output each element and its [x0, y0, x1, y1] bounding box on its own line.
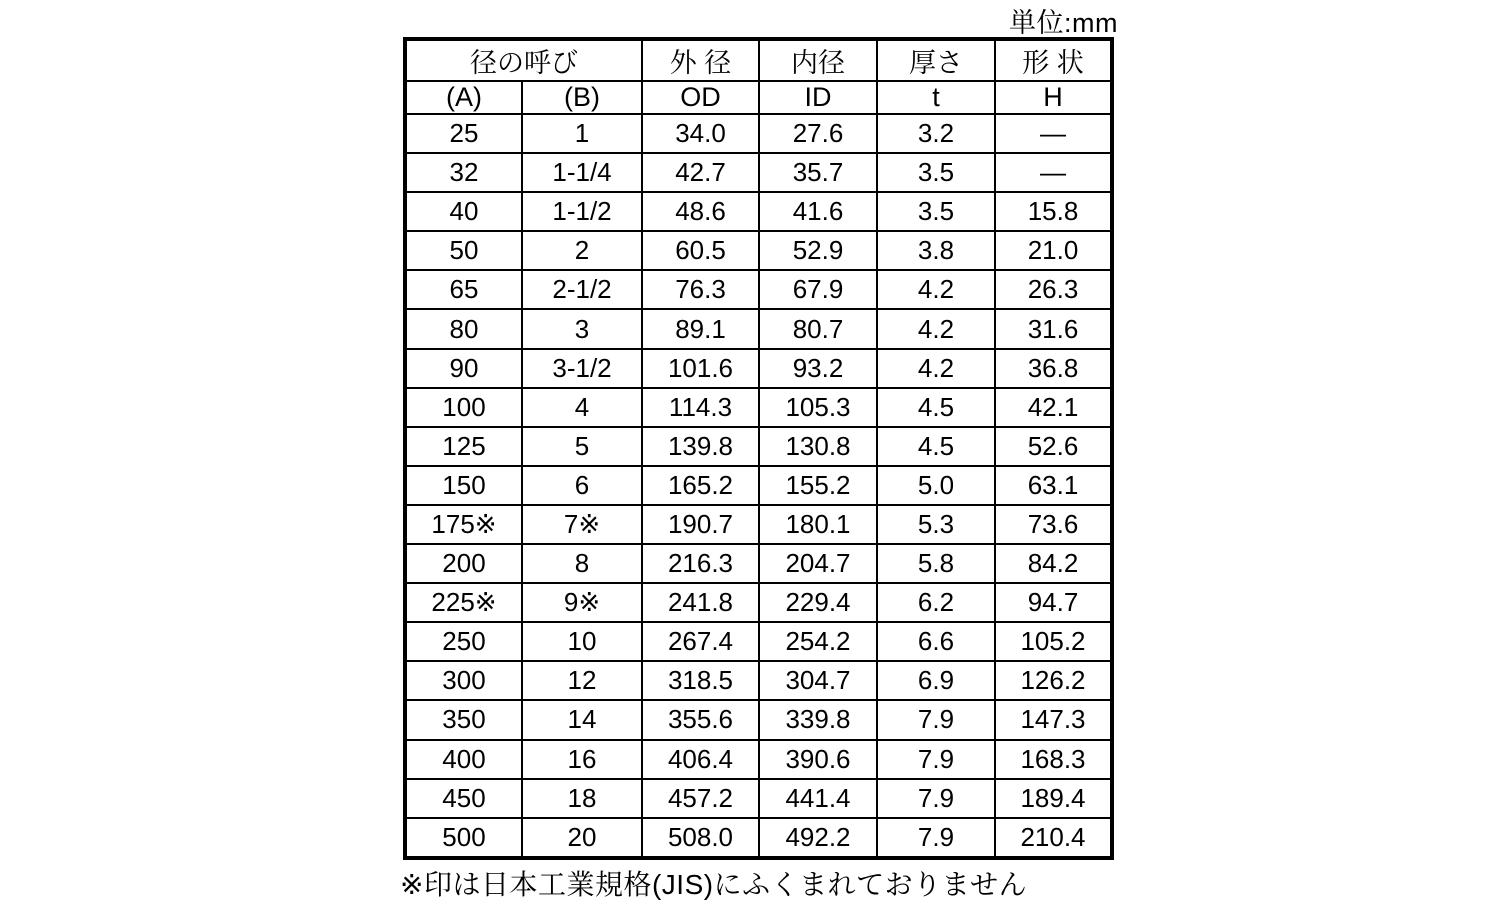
- table-cell: 7.9: [877, 700, 995, 739]
- table-cell: 3.8: [877, 231, 995, 270]
- table-cell: 508.0: [642, 818, 759, 858]
- table-cell: 450: [405, 779, 522, 818]
- table-cell: 216.3: [642, 544, 759, 583]
- table-cell: 304.7: [759, 661, 877, 700]
- table-cell: 355.6: [642, 700, 759, 739]
- table-cell: 150: [405, 466, 522, 505]
- table-cell: 3-1/2: [522, 349, 642, 388]
- table-cell: 2: [522, 231, 642, 270]
- table-cell: 7※: [522, 505, 642, 544]
- table-cell: 48.6: [642, 192, 759, 231]
- table-cell: 168.3: [995, 740, 1112, 779]
- table-cell: 147.3: [995, 700, 1112, 739]
- table-row: [405, 427, 1112, 466]
- table-row: [405, 622, 1112, 661]
- table-cell: 4.2: [877, 349, 995, 388]
- table-cell: 175※: [405, 505, 522, 544]
- table-cell: 36.8: [995, 349, 1112, 388]
- table-cell: 339.8: [759, 700, 877, 739]
- table-cell: 35.7: [759, 153, 877, 192]
- table-cell: 9※: [522, 583, 642, 622]
- table-cell: 42.7: [642, 153, 759, 192]
- table-row: [405, 153, 1112, 192]
- header-a: (A): [405, 81, 522, 114]
- table-cell: 89.1: [642, 309, 759, 348]
- table-cell: 105.2: [995, 622, 1112, 661]
- table-cell: 126.2: [995, 661, 1112, 700]
- table-cell: 50: [405, 231, 522, 270]
- table-cell: 18: [522, 779, 642, 818]
- table-cell: 6.9: [877, 661, 995, 700]
- table-cell: 225※: [405, 583, 522, 622]
- table-cell: 390.6: [759, 740, 877, 779]
- table-cell: 189.4: [995, 779, 1112, 818]
- table-cell: 5.8: [877, 544, 995, 583]
- table-row: [405, 583, 1112, 622]
- table-cell: 52.9: [759, 231, 877, 270]
- table-cell: 1-1/4: [522, 153, 642, 192]
- table-cell: 250: [405, 622, 522, 661]
- table-cell: 5: [522, 427, 642, 466]
- table-row: [405, 349, 1112, 388]
- table-cell: 180.1: [759, 505, 877, 544]
- table-cell: 3.5: [877, 153, 995, 192]
- table-row: [405, 505, 1112, 544]
- table-cell: 5.0: [877, 466, 995, 505]
- table-cell: 32: [405, 153, 522, 192]
- table-cell: 3: [522, 309, 642, 348]
- header-shape: 形 状: [995, 39, 1112, 81]
- table-cell: 3.2: [877, 114, 995, 153]
- table-cell: 27.6: [759, 114, 877, 153]
- table-cell: 100: [405, 388, 522, 427]
- table-row: [405, 388, 1112, 427]
- table-cell: 16: [522, 740, 642, 779]
- header-row-2: [405, 81, 1112, 114]
- table-cell: 406.4: [642, 740, 759, 779]
- table-cell: 4.5: [877, 388, 995, 427]
- table-cell: 40: [405, 192, 522, 231]
- table-cell: 76.3: [642, 270, 759, 309]
- header-row-1: [405, 39, 1112, 81]
- table-cell: 457.2: [642, 779, 759, 818]
- table-cell: 6: [522, 466, 642, 505]
- table-cell: 190.7: [642, 505, 759, 544]
- table-cell: 14: [522, 700, 642, 739]
- table-cell: 125: [405, 427, 522, 466]
- table-cell: 229.4: [759, 583, 877, 622]
- table-row: [405, 466, 1112, 505]
- table-cell: 350: [405, 700, 522, 739]
- table-cell: 7.9: [877, 740, 995, 779]
- table-cell: 210.4: [995, 818, 1112, 858]
- table-row: [405, 270, 1112, 309]
- table-cell: —: [995, 153, 1112, 192]
- table-cell: 10: [522, 622, 642, 661]
- table-cell: 60.5: [642, 231, 759, 270]
- footnote: ※印は日本工業規格(JIS)にふくまれておりません: [400, 869, 1028, 900]
- table-cell: 15.8: [995, 192, 1112, 231]
- table-row: [405, 700, 1112, 739]
- table-cell: 139.8: [642, 427, 759, 466]
- table-header: [405, 39, 1112, 114]
- table-cell: 8: [522, 544, 642, 583]
- table-cell: 500: [405, 818, 522, 858]
- table-cell: 12: [522, 661, 642, 700]
- table-row: [405, 192, 1112, 231]
- table-cell: 241.8: [642, 583, 759, 622]
- table-cell: 492.2: [759, 818, 877, 858]
- unit-label: 単位:mm: [1009, 8, 1118, 38]
- table-cell: 1-1/2: [522, 192, 642, 231]
- table-cell: 90: [405, 349, 522, 388]
- table-row: [405, 661, 1112, 700]
- table-cell: 5.3: [877, 505, 995, 544]
- table-row: [405, 740, 1112, 779]
- table-cell: 204.7: [759, 544, 877, 583]
- table-cell: 67.9: [759, 270, 877, 309]
- table-row: [405, 818, 1112, 858]
- table-cell: 130.8: [759, 427, 877, 466]
- table-cell: 4.2: [877, 270, 995, 309]
- table-cell: 84.2: [995, 544, 1112, 583]
- table-cell: 25: [405, 114, 522, 153]
- table-cell: 80: [405, 309, 522, 348]
- table-cell: 52.6: [995, 427, 1112, 466]
- table-cell: 42.1: [995, 388, 1112, 427]
- header-t: t: [877, 81, 995, 114]
- header-diameter-group: 径の呼び: [405, 39, 642, 81]
- table-cell: 4.2: [877, 309, 995, 348]
- table-cell: 400: [405, 740, 522, 779]
- table-cell: 7.9: [877, 779, 995, 818]
- table-cell: 20: [522, 818, 642, 858]
- table-cell: 3.5: [877, 192, 995, 231]
- table-cell: 41.6: [759, 192, 877, 231]
- header-id: ID: [759, 81, 877, 114]
- table-cell: 1: [522, 114, 642, 153]
- table-cell: 441.4: [759, 779, 877, 818]
- header-h: H: [995, 81, 1112, 114]
- header-od: OD: [642, 81, 759, 114]
- table-cell: 34.0: [642, 114, 759, 153]
- table-cell: 21.0: [995, 231, 1112, 270]
- table-cell: 101.6: [642, 349, 759, 388]
- table-cell: 318.5: [642, 661, 759, 700]
- table-cell: 267.4: [642, 622, 759, 661]
- header-outer-diameter: 外 径: [642, 39, 759, 81]
- table-cell: 26.3: [995, 270, 1112, 309]
- table-cell: 80.7: [759, 309, 877, 348]
- table-row: [405, 544, 1112, 583]
- table-cell: 6.6: [877, 622, 995, 661]
- table-cell: 94.7: [995, 583, 1112, 622]
- header-b: (B): [522, 81, 642, 114]
- table-cell: 114.3: [642, 388, 759, 427]
- table-cell: 165.2: [642, 466, 759, 505]
- header-thickness: 厚さ: [877, 39, 995, 81]
- table-cell: 254.2: [759, 622, 877, 661]
- table-cell: 105.3: [759, 388, 877, 427]
- pipe-dimension-table: [403, 37, 1114, 860]
- table-cell: 73.6: [995, 505, 1112, 544]
- table-cell: 4: [522, 388, 642, 427]
- table-cell: 2-1/2: [522, 270, 642, 309]
- table-row: [405, 231, 1112, 270]
- table-cell: 7.9: [877, 818, 995, 858]
- table-cell: 93.2: [759, 349, 877, 388]
- table-cell: 31.6: [995, 309, 1112, 348]
- table-cell: 63.1: [995, 466, 1112, 505]
- table-cell: 6.2: [877, 583, 995, 622]
- header-inner-diameter: 内径: [759, 39, 877, 81]
- table-cell: —: [995, 114, 1112, 153]
- table-row: [405, 114, 1112, 153]
- table-body: [405, 114, 1112, 858]
- table-cell: 200: [405, 544, 522, 583]
- table-cell: 300: [405, 661, 522, 700]
- table-row: [405, 309, 1112, 348]
- table-cell: 4.5: [877, 427, 995, 466]
- table-row: [405, 779, 1112, 818]
- table-cell: 155.2: [759, 466, 877, 505]
- table-cell: 65: [405, 270, 522, 309]
